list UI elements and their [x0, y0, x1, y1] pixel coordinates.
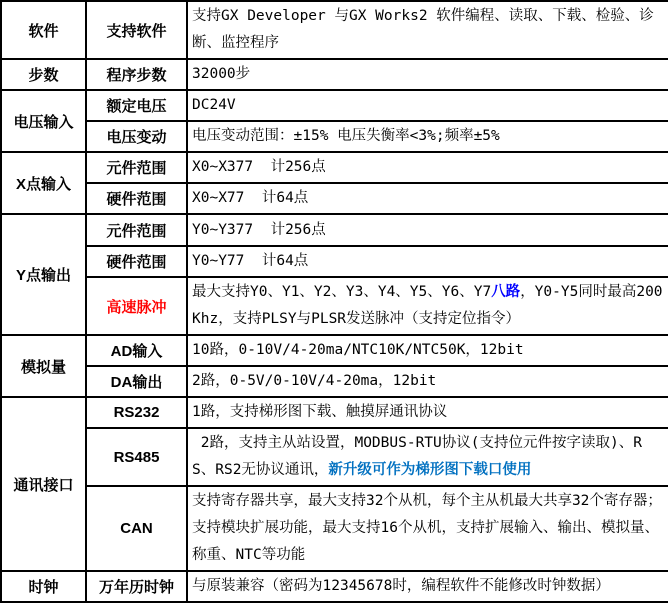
- category-cell: 步数: [1, 59, 86, 90]
- description-text: 10路，0-10V/4-20ma/NTC10K/NTC50K，12bit: [192, 342, 524, 358]
- description-text: Y0~Y377 计256点: [192, 221, 326, 238]
- description-cell: [187, 571, 668, 602]
- description-cell: [187, 397, 668, 428]
- description-cell: [187, 335, 668, 366]
- description-highlight: 八路: [491, 284, 521, 300]
- description-cell: [187, 90, 668, 121]
- description-cell: [187, 152, 668, 183]
- description-cell: [187, 486, 668, 571]
- spec-row: [1, 486, 668, 571]
- description-cell: [187, 214, 668, 246]
- subcategory-cell: DA输出: [86, 366, 187, 397]
- description-text: 最大支持Y0、Y1、Y2、Y3、Y4、Y5、Y6、Y7: [192, 284, 492, 300]
- description-cell: [187, 246, 668, 277]
- spec-row: [1, 277, 668, 335]
- description-cell: [187, 59, 668, 90]
- subcategory-cell: 硬件范围: [86, 246, 187, 277]
- description-text: DC24V: [192, 97, 236, 113]
- description-cell: [187, 428, 668, 486]
- spec-row: [1, 428, 668, 486]
- spec-row: [1, 571, 668, 602]
- description-cell: [187, 277, 668, 335]
- subcategory-cell: 元件范围: [86, 214, 187, 246]
- description-text: X0~X77 计64点: [192, 190, 309, 206]
- subcategory-cell: 电压变动: [86, 121, 187, 152]
- category-cell: Y点输出: [1, 214, 86, 335]
- spec-row: [1, 214, 668, 246]
- description-text: 2路，支持主从站设置，MODBUS-RTU协议(支持位元件按字读取)、RS、RS2无协议通讯，: [192, 435, 642, 478]
- description-text: 2路，0-5V/0-10V/4-20ma，12bit: [192, 373, 437, 389]
- description-cell: [187, 1, 668, 59]
- spec-row: [1, 366, 668, 397]
- spec-row: [1, 121, 668, 152]
- subcategory-cell: 额定电压: [86, 90, 187, 121]
- spec-row: [1, 246, 668, 277]
- subcategory-cell: RS232: [86, 397, 187, 428]
- description-cell: [187, 121, 668, 152]
- description-cell: [187, 183, 668, 214]
- subcategory-cell: CAN: [86, 486, 187, 571]
- spec-row: [1, 152, 668, 183]
- description-cell: [187, 366, 668, 397]
- subcategory-cell: 支持软件: [86, 1, 187, 59]
- spec-row: [1, 397, 668, 428]
- description-text: 支持GX Developer 与GX Works2 软件编程、读取、下载、检验、诊断、监控程序: [192, 8, 654, 51]
- subcategory-cell: 高速脉冲: [86, 277, 187, 335]
- description-text: ，Y0-Y5同时最高200Khz，支持PLSY与PLSR发送脉冲（支持定位指令）: [192, 284, 663, 327]
- description-highlight: 新升级可作为梯形图下载口使用: [328, 462, 532, 478]
- description-text: Y0~Y77 计64点: [192, 253, 309, 269]
- description-text: X0~X377 计256点: [192, 159, 326, 175]
- category-cell: 软件: [1, 1, 86, 59]
- category-cell: 模拟量: [1, 335, 86, 397]
- description-text: 支持寄存器共享，最大支持32个从机，每个主从机最大共享32个寄存器；支持模块扩展功能，最大支持16个从机，支持扩展输入、输出、模拟量、称重、NTC等功能: [192, 493, 662, 563]
- spec-row: [1, 1, 668, 59]
- description-text: 电压变动范围：±15% 电压失衡率<3%;频率±5%: [192, 128, 500, 144]
- spec-row: [1, 59, 668, 90]
- category-cell: 通讯接口: [1, 397, 86, 571]
- description-text: 1路，支持梯形图下载、触摸屏通讯协议: [192, 404, 448, 420]
- spec-row: [1, 183, 668, 214]
- description-text: 与原装兼容（密码为12345678时，编程软件不能修改时钟数据）: [192, 578, 610, 594]
- category-cell: 时钟: [1, 571, 86, 602]
- subcategory-cell: 元件范围: [86, 152, 187, 183]
- category-cell: X点输入: [1, 152, 86, 214]
- category-cell: 电压输入: [1, 90, 86, 152]
- subcategory-cell: 程序步数: [86, 59, 187, 90]
- spec-table-body: [1, 1, 668, 602]
- subcategory-cell: RS485: [86, 428, 187, 486]
- description-text: 32000步: [192, 66, 251, 82]
- spec-row: [1, 335, 668, 366]
- spec-row: [1, 90, 668, 121]
- subcategory-cell: AD输入: [86, 335, 187, 366]
- subcategory-cell: 万年历时钟: [86, 571, 187, 602]
- subcategory-cell: 硬件范围: [86, 183, 187, 214]
